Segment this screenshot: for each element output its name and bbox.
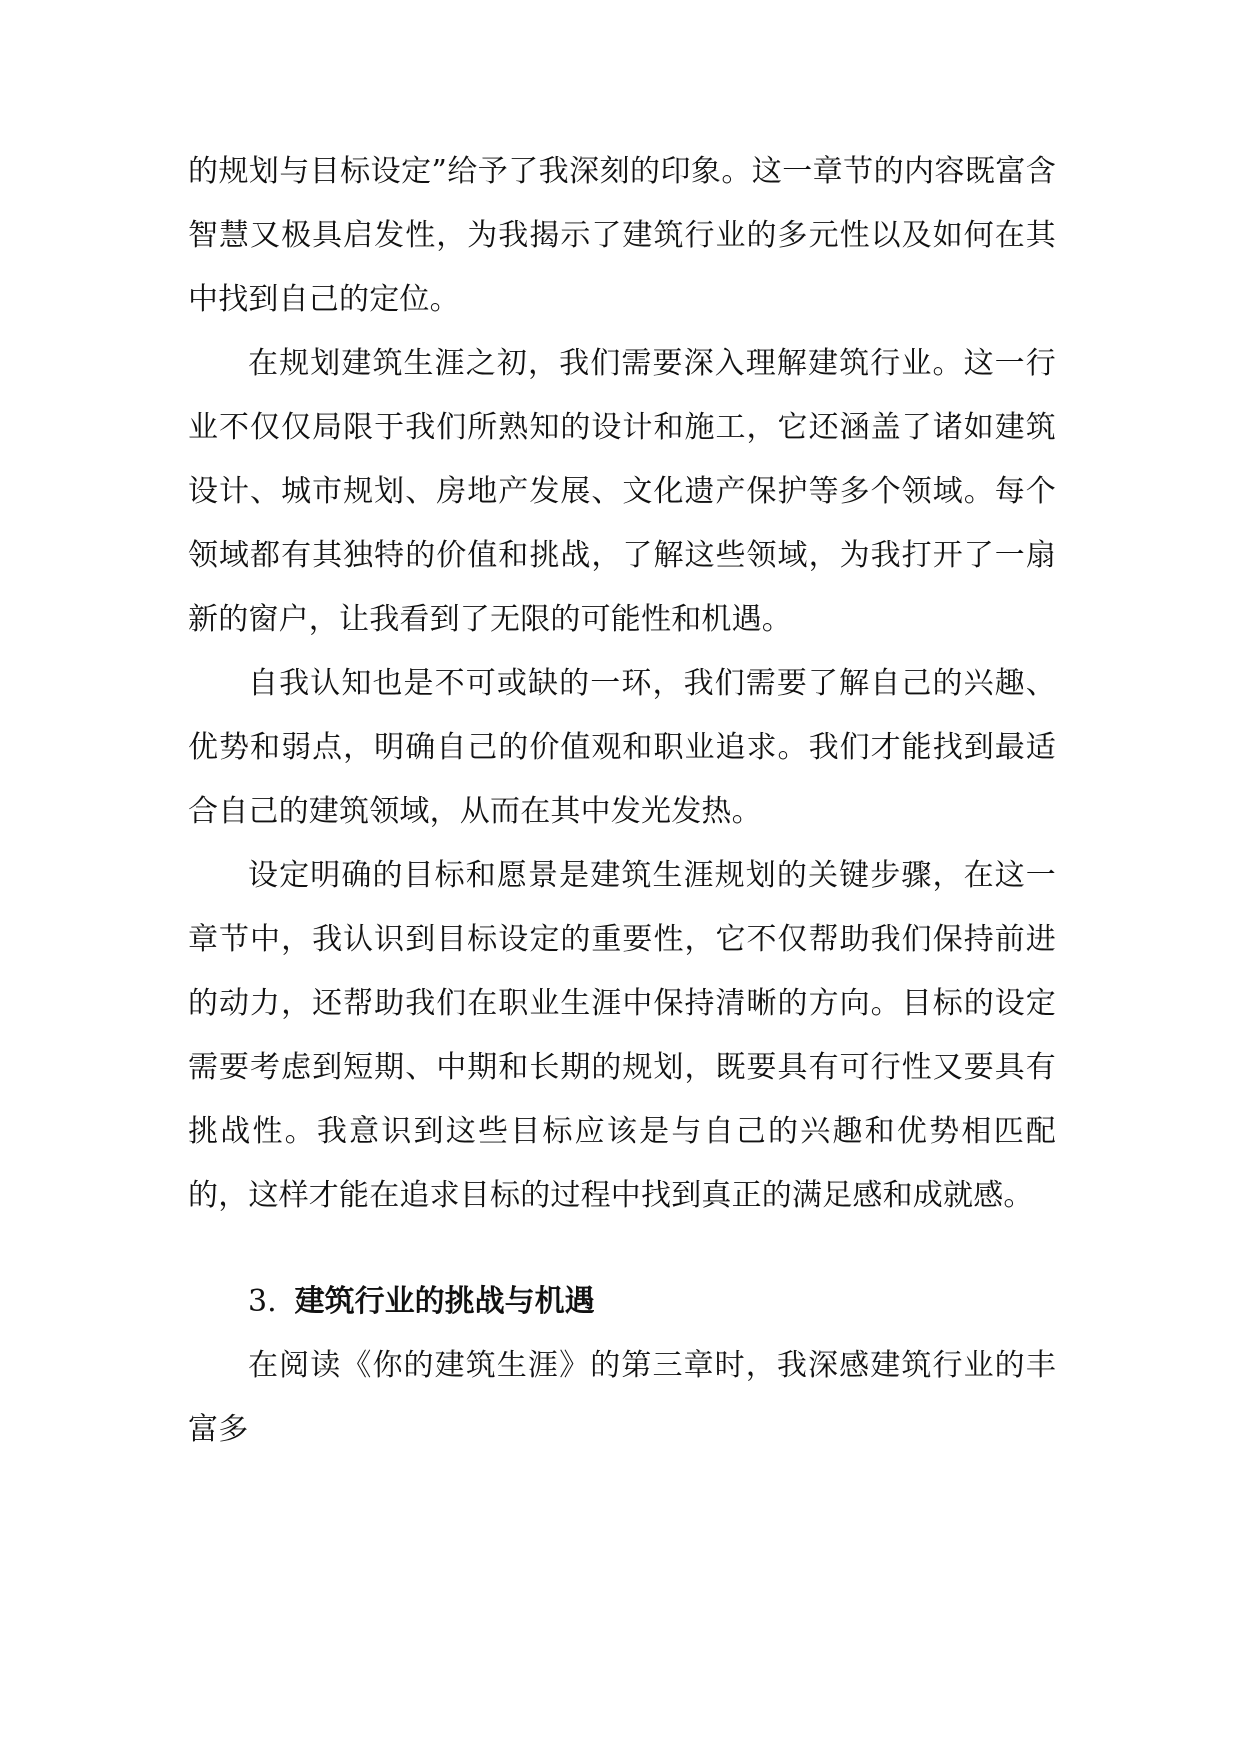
section-number: 3. [248, 1284, 277, 1319]
paragraph-industry-understanding: 在规划建筑生涯之初，我们需要深入理解建筑行业。这一行业不仅仅局限于我们所熟知的设计和施工，它还涵盖了诸如建筑设计、城市规划、房地产发展、文化遗产保护等多个领域。每个领域都有其独特的价值和挑战，了解这些领域，为我打开了一扇新的窗户，让我看到了无限的可能性和机遇。 [188, 346, 1056, 637]
paragraph-goal-setting: 设定明确的目标和愿景是建筑生涯规划的关键步骤，在这一章节中，我认识到目标设定的重要性，它不仅帮助我们保持前进的动力，还帮助我们在职业生涯中保持清晰的方向。目标的设定需要考虑到短期、中期和长期的规划，既要具有可行性又要具有挑战性。我意识到这些目标应该是与自己的兴趣和优势相匹配的，这样才能在追求目标的过程中找到真正的满足感和成就感。 [188, 858, 1056, 1213]
section-heading [188, 1270, 1056, 1334]
document-body [188, 140, 1056, 1462]
paragraph-continued: 的规划与目标设定”给予了我深刻的印象。这一章节的内容既富含智慧又极具启发性，为我揭示了建筑行业的多元性以及如何在其中找到自己的定位。 [188, 154, 1056, 317]
paragraph-chapter-three: 在阅读《你的建筑生涯》的第三章时，我深感建筑行业的丰富多 [188, 1348, 1056, 1447]
section-title: 建筑行业的挑战与机遇 [294, 1284, 595, 1319]
paragraph-self-awareness: 自我认知也是不可或缺的一环，我们需要了解自己的兴趣、优势和弱点，明确自己的价值观和职业追求。我们才能找到最适合自己的建筑领域，从而在其中发光发热。 [188, 666, 1056, 829]
